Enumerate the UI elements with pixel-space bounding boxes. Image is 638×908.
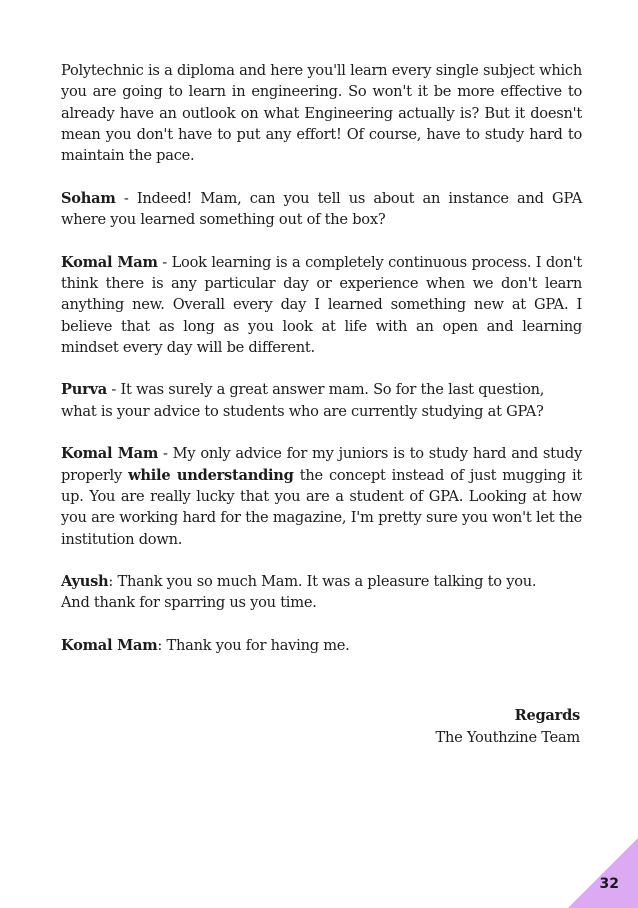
speaker-name: Purva: [61, 381, 107, 399]
speaker-name: Komal Mam: [61, 445, 159, 463]
speaker-name: Komal Mam: [61, 253, 158, 271]
closing-text: Thank you for having me.: [166, 637, 350, 655]
page-corner-triangle: [568, 838, 638, 908]
intro-paragraph: [61, 60, 582, 166]
answer-komal-1: [61, 252, 582, 358]
signoff-team: The Youthzine Team: [435, 729, 580, 746]
closing-line-2: And thank for sparring us you time.: [61, 594, 317, 612]
question-text: Indeed! Mam, can you tell us about an instance and GPA where you learned something out of the box?: [61, 189, 582, 229]
speaker-name: Komal Mam: [61, 637, 158, 655]
article-body: [61, 60, 582, 678]
intro-text: Polytechnic is a diploma and here you'll learn every single subject which you are going to learn in engineering. So won't it be more effective to already have an outlook on what Engineering actually is? But it doesn't mean you don't have to put any effort! Of course, have to study hard to maintain the pace.: [61, 62, 582, 165]
question-line-2: what is your advice to students who are currently studying at GPA?: [61, 402, 544, 420]
speaker-separator: -: [158, 445, 173, 463]
speaker-separator: -: [106, 381, 121, 399]
answer-komal-2: [61, 443, 582, 549]
page-number: 32: [599, 876, 619, 892]
closing-ayush: [61, 571, 582, 614]
speaker-name: Ayush: [61, 573, 109, 591]
question-line-1: It was surely a great answer mam. So for the last question,: [120, 381, 545, 399]
signoff-regards: Regards: [514, 707, 580, 724]
speaker-separator: -: [157, 253, 172, 271]
speaker-separator: :: [108, 573, 118, 591]
speaker-separator: -: [115, 189, 137, 207]
speaker-separator: :: [157, 637, 167, 655]
answer-text: Look learning is a completely continuous process. I don't think there is any particular day or experience when we don't learn anything new. Overall every day I learned something new at GPA. I believe that as long as you look at life with an open and learning mindset every day will be different.: [61, 253, 582, 356]
answer-emphasis: while understanding: [128, 466, 294, 484]
closing-komal: [61, 635, 582, 656]
signoff: [435, 705, 580, 749]
answer-text-after: the concept instead of just mugging it up. You are really lucky that you are a student of GPA. Looking at how you are working hard for the magazine, I'm pretty sure you won't let the institution down.: [61, 466, 582, 548]
closing-line-1: Thank you so much Mam. It was a pleasure talking to you.: [117, 573, 537, 591]
speaker-name: Soham: [61, 189, 116, 207]
answer-text-before: My only advice for my juniors is to study hard and study properly: [61, 445, 583, 484]
question-purva: [61, 379, 582, 422]
question-soham: [61, 188, 582, 231]
